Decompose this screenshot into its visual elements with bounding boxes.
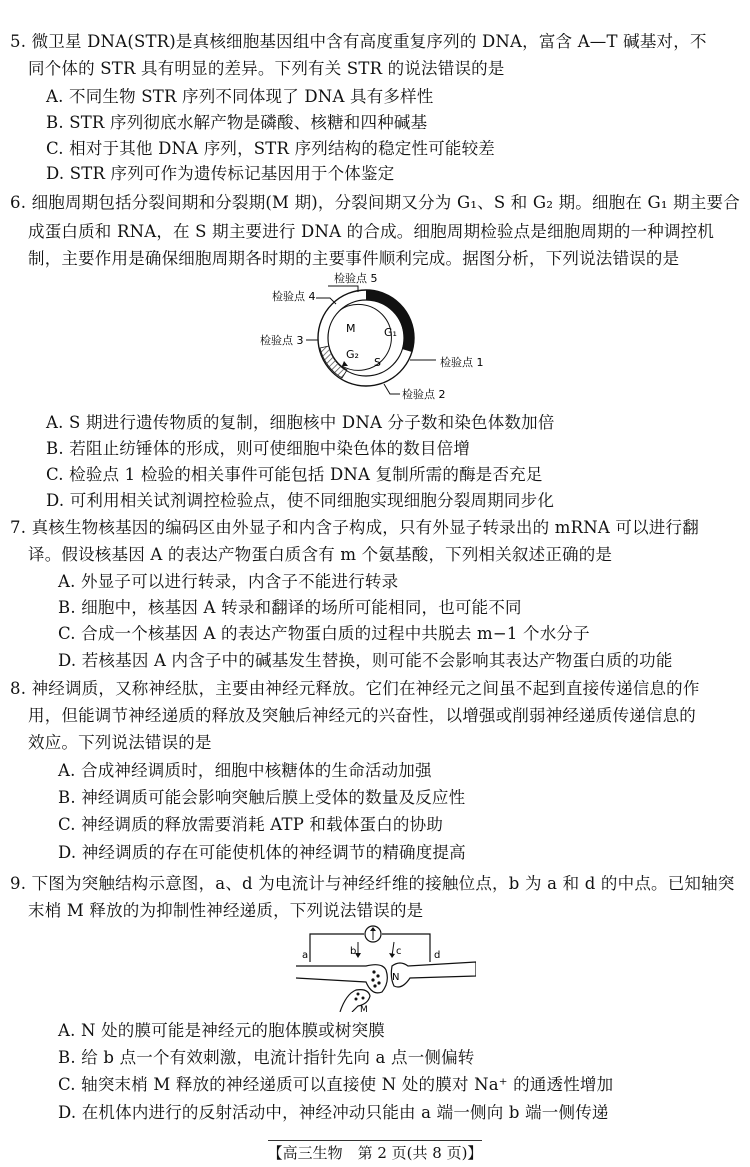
q5-option-b: B. STR 序列彻底水解产物是磷酸、核糖和四种碱基	[46, 113, 428, 132]
phase-m-label: M	[346, 322, 356, 335]
q6-stem-line-3: 制，主要作用是确保细胞周期各时期的主要事件顺利完成。据图分析，下列说法错误的是	[28, 249, 680, 268]
q5-stem-line-1: 5. 微卫星 DNA(STR)是真核细胞基因组中含有高度重复序列的 DNA，富含 A—T 碱基对，不	[10, 32, 707, 51]
phase-g2-label: G₂	[346, 348, 359, 361]
q8-stem-line-3: 效应。下列说法错误的是	[28, 733, 212, 752]
checkpoint-1-label: 检验点 1	[440, 356, 484, 369]
point-c-label: c	[396, 946, 402, 957]
q7-option-a: A. 外显子可以进行转录，内含子不能进行转录	[58, 572, 399, 591]
q9-stem-line-2: 末梢 M 释放的为抑制性神经递质，下列说法错误的是	[28, 901, 424, 920]
terminal-m-label: M	[360, 1005, 368, 1012]
q9-option-d: D. 在机体内进行的反射活动中，神经冲动只能由 a 端一侧向 b 端一侧传递	[58, 1103, 609, 1122]
phase-s-label: S	[374, 356, 381, 369]
q8-option-b: B. 神经调质可能会影响突触后膜上受体的数量及反应性	[58, 788, 466, 807]
q6-stem-line-2: 成蛋白质和 RNA，在 S 期主要进行 DNA 的合成。细胞周期检验点是细胞周期的一种调控机	[28, 222, 715, 241]
q9-option-a: A. N 处的膜可能是神经元的胞体膜或树突膜	[58, 1021, 385, 1040]
checkpoint-2-label: 检验点 2	[402, 388, 446, 401]
q6-option-a: A. S 期进行遗传物质的复制，细胞核中 DNA 分子数和染色体数加倍	[46, 413, 555, 432]
q8-option-c: C. 神经调质的释放需要消耗 ATP 和载体蛋白的协助	[58, 815, 444, 834]
q7-stem-line-2: 译。假设核基因 A 的表达产物蛋白质含有 m 个氨基酸，下列相关叙述正确的是	[28, 545, 613, 564]
checkpoint-3-label: 检验点 3	[260, 334, 304, 347]
phase-g1-label: G₁	[384, 326, 397, 339]
point-n-label: N	[392, 972, 400, 983]
footer-text: 【高三生物 第 2 页(共 8 页)】	[268, 1140, 483, 1163]
q8-option-a: A. 合成神经调质时，细胞中核糖体的生命活动加强	[58, 761, 432, 780]
synapse-diagram	[296, 920, 476, 1012]
page-footer	[0, 1140, 750, 1163]
q5-stem-line-2: 同个体的 STR 具有明显的差异。下列有关 STR 的说法错误的是	[28, 59, 505, 78]
q8-option-d: D. 神经调质的存在可能使机体的神经调节的精确度提高	[58, 843, 466, 862]
checkpoint-4-label: 检验点 4	[272, 290, 316, 303]
q7-option-c: C. 合成一个核基因 A 的表达产物蛋白质的过程中共脱去 m−1 个水分子	[58, 624, 590, 643]
cell-cycle-diagram	[250, 270, 510, 408]
q8-stem-line-1: 8. 神经调质，又称神经肽，主要由神经元释放。它们在神经元之间虽不起到直接传递信息的作	[10, 679, 700, 698]
q5-option-a: A. 不同生物 STR 序列不同体现了 DNA 具有多样性	[46, 87, 434, 106]
q5-option-d: D. STR 序列可作为遗传标记基因用于个体鉴定	[46, 164, 395, 183]
q9-stem-line-1: 9. 下图为突触结构示意图，a、d 为电流计与神经纤维的接触位点，b 为 a 和 d 的中点。已知轴突	[10, 874, 735, 893]
checkpoint-5-label: 检验点 5	[334, 272, 378, 285]
q6-option-c: C. 检验点 1 检验的相关事件可能包括 DNA 复制所需的酶是否充足	[46, 465, 543, 484]
point-d-label: d	[434, 950, 441, 961]
q9-option-b: B. 给 b 点一个有效刺激，电流计指针先向 a 点一侧偏转	[58, 1048, 475, 1067]
q7-stem-line-1: 7. 真核生物核基因的编码区由外显子和内含子构成，只有外显子转录出的 mRNA 可以进行翻	[10, 518, 699, 537]
q8-stem-line-2: 用，但能调节神经递质的释放及突触后神经元的兴奋性，以增强或削弱神经递质传递信息的	[28, 706, 696, 725]
q7-option-b: B. 细胞中，核基因 A 转录和翻译的场所可能相同，也可能不同	[58, 598, 522, 617]
q9-option-c: C. 轴突末梢 M 释放的神经递质可以直接使 N 处的膜对 Na⁺ 的通透性增加	[58, 1075, 614, 1094]
point-a-label: a	[302, 950, 309, 961]
point-b-label: b	[350, 946, 357, 957]
q6-option-d: D. 可利用相关试剂调控检验点，使不同细胞实现细胞分裂周期同步化	[46, 491, 555, 510]
q7-option-d: D. 若核基因 A 内含子中的碱基发生替换，则可能不会影响其表达产物蛋白质的功能	[58, 651, 673, 670]
q6-option-b: B. 若阻止纺锤体的形成，则可使细胞中染色体的数目倍增	[46, 439, 471, 458]
q5-option-c: C. 相对于其他 DNA 序列，STR 序列结构的稳定性可能较差	[46, 139, 495, 158]
q6-stem-line-1: 6. 细胞周期包括分裂间期和分裂期(M 期)，分裂间期又分为 G₁、S 和 G₂ 期。细胞在 G₁ 期主要合	[10, 193, 740, 212]
